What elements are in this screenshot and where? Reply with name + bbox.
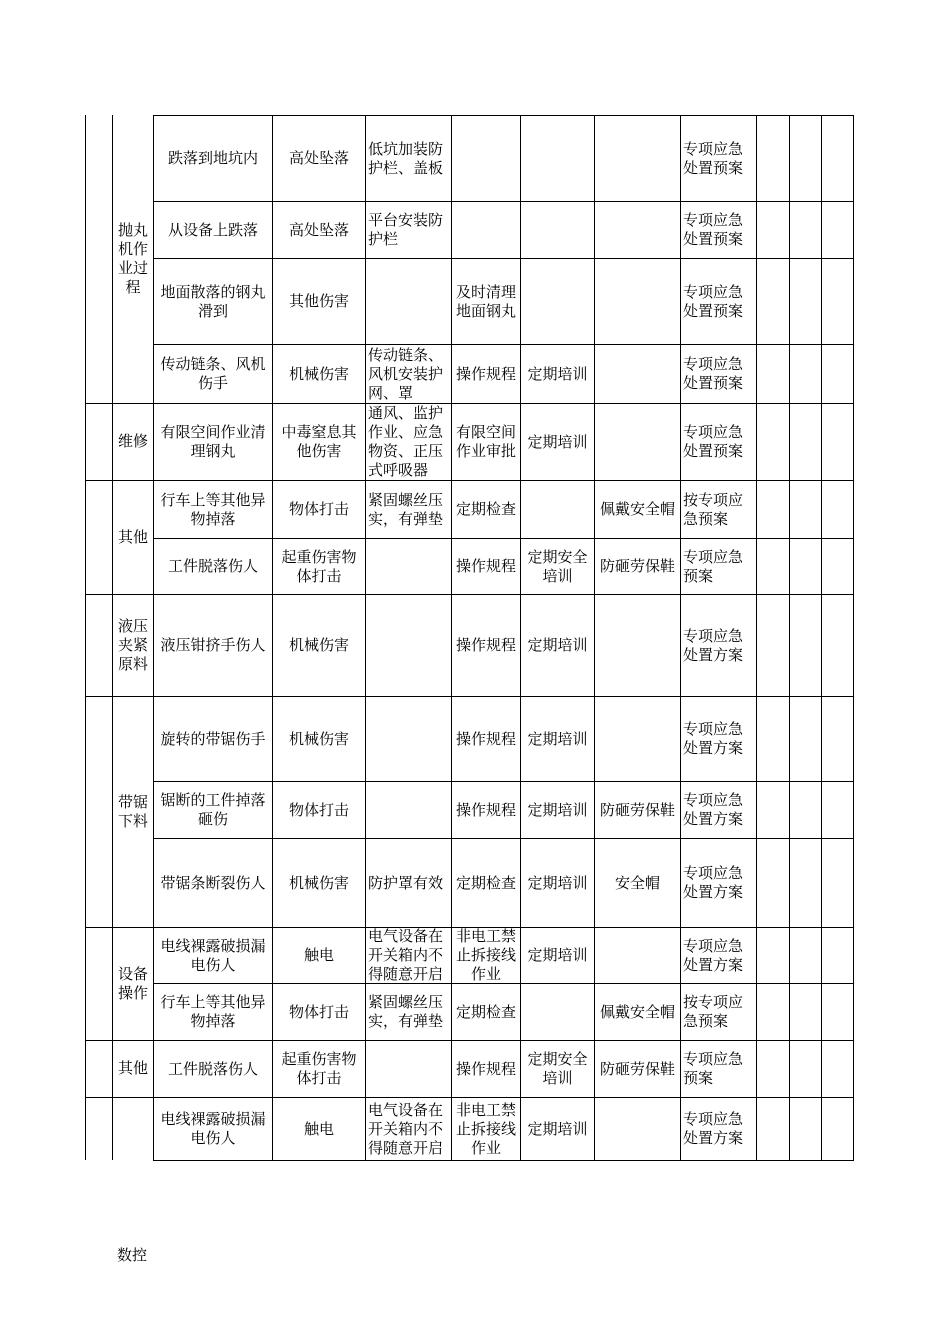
management-measure-cell: 操作规程	[455, 1059, 516, 1078]
ppe-cell	[595, 345, 680, 403]
engineering-measure-cell	[366, 782, 451, 838]
emergency-plan-cell: 专项应急处置方案	[683, 626, 744, 664]
hazard-cell: 从设备上跌落	[167, 220, 258, 239]
ppe-cell: 防砸劳保鞋	[599, 1059, 675, 1078]
emergency-plan-cell: 专项应急处置预案	[683, 139, 744, 177]
engineering-measure-cell: 电气设备在开关箱内不得随意开启	[368, 1100, 444, 1157]
risk-type-cell: 其他伤害	[288, 292, 349, 310]
management-measure-cell: 操作规程	[455, 557, 516, 575]
section-label-cell: 带锯下料	[117, 792, 148, 830]
training-cell: 定期培训	[527, 800, 588, 819]
section-divider	[85, 594, 112, 595]
risk-type-cell: 起重伤害物体打击	[281, 1050, 357, 1087]
section-divider	[85, 1040, 112, 1041]
ppe-cell: 安全帽	[614, 873, 660, 892]
ppe-cell: 佩戴安全帽	[599, 500, 675, 518]
training-cell: 定期培训	[527, 946, 588, 964]
ppe-cell	[595, 202, 680, 258]
engineering-measure-cell	[366, 697, 451, 781]
engineering-measure-cell: 紧固螺丝压实，有弹垫	[368, 993, 444, 1030]
emergency-plan-cell: 按专项应急预案	[683, 993, 744, 1030]
hazard-cell: 行车上等其他异物掉落	[160, 490, 266, 528]
section-label-cell: 维修	[117, 432, 148, 450]
emergency-plan-cell: 专项应急处置方案	[683, 791, 744, 828]
management-measure-cell: 定期检查	[455, 500, 516, 518]
engineering-measure-cell: 电气设备在开关箱内不得随意开启	[368, 928, 444, 983]
training-cell	[521, 984, 594, 1040]
engineering-measure-cell: 低坑加装防护栏、盖板	[368, 139, 444, 177]
training-cell: 定期安全培训	[527, 1050, 588, 1087]
risk-type-cell: 高处坠落	[288, 149, 349, 167]
section-label-cell: 设备操作	[117, 964, 148, 1002]
hazard-cell: 电线裸露破损漏电伤人	[160, 936, 266, 974]
management-measure-cell: 操作规程	[455, 800, 516, 819]
engineering-measure-cell: 平台安装防护栏	[368, 211, 444, 248]
engineering-measure-cell: 防护罩有效	[368, 873, 444, 892]
hazard-cell: 工件脱落伤人	[167, 1059, 258, 1078]
training-cell	[521, 202, 594, 258]
hazard-cell: 锯断的工件掉落砸伤	[160, 791, 266, 828]
column-divider	[756, 115, 757, 1160]
hazard-cell: 传动链条、风机伤手	[160, 355, 266, 392]
section-label-cell: 其他	[117, 527, 148, 546]
hazard-cell: 液压钳挤手伤人	[160, 636, 266, 654]
risk-type-cell: 触电	[303, 1119, 334, 1138]
footer-label: 数控	[117, 1246, 148, 1264]
hazard-cell: 电线裸露破损漏电伤人	[160, 1110, 266, 1147]
training-cell	[521, 116, 594, 201]
management-measure-cell: 及时清理地面钢丸	[455, 282, 516, 320]
section-divider	[85, 696, 112, 697]
training-cell	[521, 259, 594, 344]
management-measure-cell: 操作规程	[455, 364, 516, 383]
training-cell: 定期培训	[527, 636, 588, 654]
training-cell	[521, 481, 594, 538]
hazard-cell: 旋转的带锯伤手	[160, 729, 266, 748]
emergency-plan-cell: 专项应急处置方案	[683, 1110, 744, 1147]
emergency-plan-cell: 专项应急处置预案	[683, 211, 744, 248]
emergency-plan-cell: 专项应急处置方案	[683, 720, 744, 757]
hazard-cell: 带锯条断裂伤人	[160, 873, 266, 892]
emergency-plan-cell: 专项应急预案	[683, 1050, 744, 1087]
management-measure-cell: 操作规程	[455, 636, 516, 654]
table-border-bottom	[153, 1160, 854, 1161]
training-cell: 定期培训	[527, 364, 588, 383]
emergency-plan-cell: 专项应急处置方案	[683, 936, 744, 974]
section-divider	[85, 927, 112, 928]
training-cell: 定期培训	[527, 729, 588, 748]
training-cell: 定期培训	[527, 873, 588, 892]
emergency-plan-cell: 专项应急处置方案	[683, 864, 744, 901]
ppe-cell	[595, 697, 680, 781]
engineering-measure-cell: 紧固螺丝压实，有弹垫	[368, 490, 444, 528]
column-divider	[789, 115, 790, 1160]
hazard-cell: 行车上等其他异物掉落	[160, 993, 266, 1030]
ppe-cell	[595, 595, 680, 696]
risk-type-cell: 中毒窒息其他伤害	[281, 423, 357, 460]
risk-type-cell: 机械伤害	[288, 873, 349, 892]
emergency-plan-cell: 专项应急处置预案	[683, 282, 744, 320]
section-label-cell	[113, 1097, 153, 1160]
engineering-measure-cell	[366, 259, 451, 344]
risk-type-cell: 机械伤害	[288, 364, 349, 383]
hazard-cell: 工件脱落伤人	[167, 557, 258, 575]
section-divider	[85, 1097, 112, 1098]
section-label-cell: 液压夹紧原料	[117, 616, 148, 673]
section-label-cell: 其他	[117, 1059, 148, 1077]
risk-type-cell: 高处坠落	[288, 220, 349, 239]
management-measure-cell: 有限空间作业审批	[455, 423, 516, 460]
ppe-cell	[595, 928, 680, 983]
engineering-measure-cell: 通风、监护作业、应急物资、正压式呼吸器	[368, 404, 444, 479]
emergency-plan-cell: 专项应急预案	[683, 547, 744, 585]
ppe-cell: 防砸劳保鞋	[599, 800, 675, 819]
section-divider	[85, 403, 112, 404]
management-measure-cell	[452, 202, 520, 258]
risk-type-cell: 触电	[303, 946, 334, 964]
management-measure-cell: 非电工禁止拆接线作业	[455, 928, 516, 983]
engineering-measure-cell	[366, 539, 451, 594]
engineering-measure-cell	[366, 595, 451, 696]
column-divider	[853, 115, 854, 1160]
management-measure-cell: 非电工禁止拆接线作业	[455, 1100, 516, 1157]
risk-type-cell: 机械伤害	[288, 729, 349, 748]
risk-type-cell: 物体打击	[288, 1002, 349, 1021]
emergency-plan-cell: 专项应急处置预案	[683, 355, 744, 392]
risk-type-cell: 物体打击	[288, 800, 349, 819]
management-measure-cell: 定期检查	[455, 1002, 516, 1021]
ppe-cell	[595, 404, 680, 480]
hazard-cell: 地面散落的钢丸滑到	[160, 282, 266, 320]
hazard-cell: 有限空间作业清理钢丸	[160, 423, 266, 460]
management-measure-cell	[452, 116, 520, 201]
hazard-cell: 跌落到地坑内	[167, 149, 258, 167]
emergency-plan-cell: 按专项应急预案	[683, 490, 744, 528]
ppe-cell: 佩戴安全帽	[599, 1002, 675, 1021]
training-cell: 定期培训	[527, 1119, 588, 1138]
section-label-cell: 抛丸机作业过程	[117, 221, 148, 296]
risk-type-cell: 机械伤害	[288, 636, 349, 654]
ppe-cell	[595, 259, 680, 344]
section-divider	[85, 480, 112, 481]
column-divider	[821, 115, 822, 1160]
emergency-plan-cell: 专项应急处置预案	[683, 423, 744, 460]
risk-type-cell: 物体打击	[288, 500, 349, 518]
engineering-measure-cell	[366, 1041, 451, 1097]
ppe-cell	[595, 116, 680, 201]
management-measure-cell: 操作规程	[455, 729, 516, 748]
engineering-measure-cell: 传动链条、风机安装护网、罩	[368, 345, 444, 402]
management-measure-cell: 定期检查	[455, 873, 516, 892]
training-cell: 定期安全培训	[527, 547, 588, 585]
ppe-cell: 防砸劳保鞋	[599, 557, 675, 575]
ppe-cell	[595, 1098, 680, 1160]
risk-type-cell: 起重伤害物体打击	[281, 547, 357, 585]
training-cell: 定期培训	[527, 432, 588, 451]
table-border-left	[85, 115, 86, 1160]
